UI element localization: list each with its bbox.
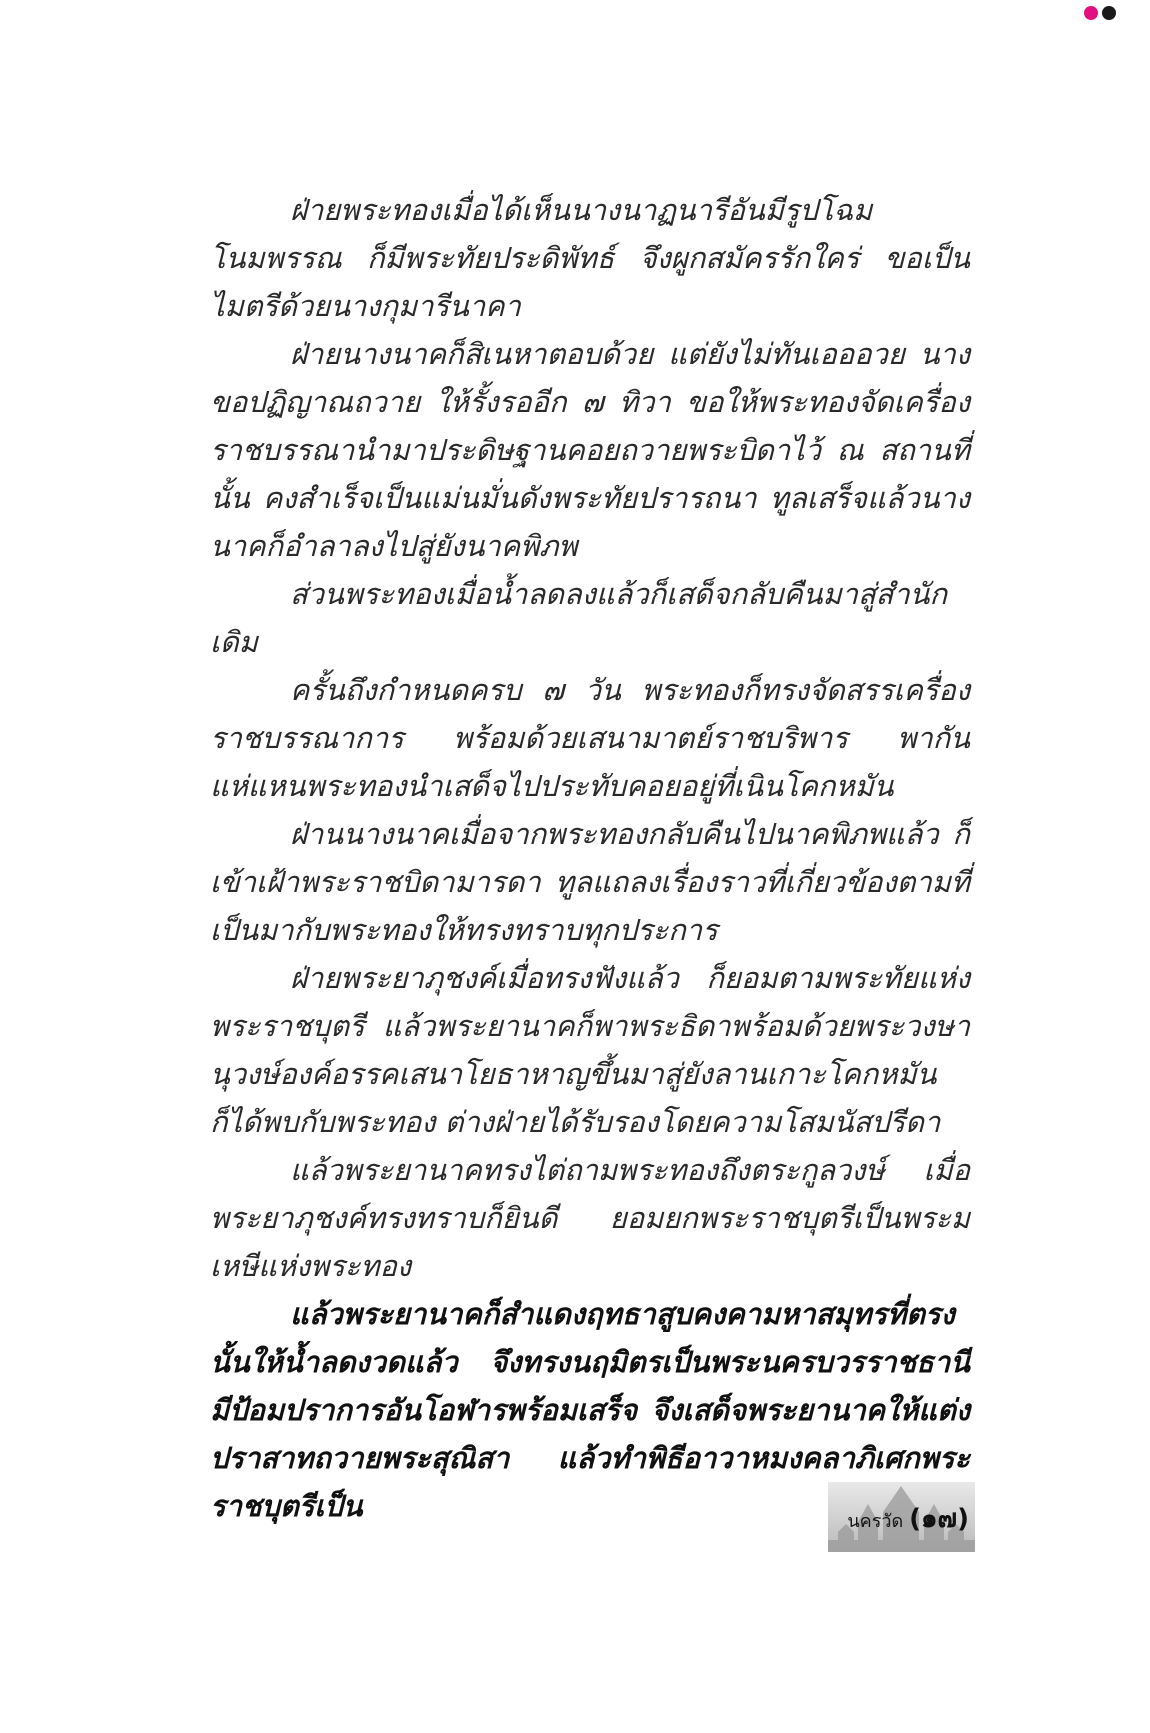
paragraph: ฝ่ายพระทองเมื่อได้เห็นนางนาฏนารีอันมีรูปโฉมโนมพรรณ ก็มีพระทัยประดิพัทธ์ จึงผูกสมัครรักใคร่ ขอเป็นไมตรีด้วยนางกุมารีนาคา (210, 193, 970, 323)
paragraph: ฝ่านนางนาคเมื่อจากพระทองกลับคืนไปนาคพิภพแล้ว ก็เข้าเฝ้าพระราชบิดามารดา ทูลแถลงเรื่องราวที่เกี่ยวข้องตามที่เป็นมากับพระทองให้ทรงทราบทุกประการ (210, 817, 970, 947)
paragraph: ส่วนพระทองเมื่อน้ำลดลงแล้วก็เสด็จกลับคืนมาสู่สำนักเดิม (210, 577, 948, 659)
body-text (210, 186, 970, 1530)
page-number-label (847, 1498, 969, 1539)
paragraph: แล้วพระยานาคทรงไต่ถามพระทองถึงตระกูลวงษ์ เมื่อพระยาภุชงค์ทรงทราบก็ยินดี ยอมยกพระราชบุตรีเป็นพระมเหษีแห่งพระทอง (210, 1153, 970, 1283)
black-dot (1102, 6, 1116, 20)
pink-dot (1084, 6, 1098, 20)
footer-label: นครวัด (847, 1511, 904, 1532)
page-footer-badge (828, 1482, 975, 1552)
paragraph-bold: แล้วพระยานาคก็สำแดงฤทธาสูบคงคามหาสมุทรที่ตรงนั้นให้น้ำลดงวดแล้ว จึงทรงนฤมิตรเป็นพระนครบวรราชธานี มีป้อมปราการอันโอฬารพร้อมเสร็จ จึงเสด็จพระยานาคให้แต่งปราสาทถวายพระสุณิสา แล้วทำพิธีอาวาหมงคลาภิเศกพระราชบุตรีเป็น (210, 1297, 970, 1523)
corner-dots (1084, 6, 1116, 20)
paragraph: ครั้นถึงกำหนดครบ ๗ วัน พระทองก็ทรงจัดสรรเครื่องราชบรรณาการ พร้อมด้วยเสนามาตย์ราชบริพาร พากันแห่แหนพระทองนำเสด็จไปประทับคอยอยู่ที่เนินโคกหมัน (210, 673, 970, 803)
paragraph: ฝ่ายนางนาคก็สิเนหาตอบด้วย แต่ยังไม่ทันเอออวย นางขอปฏิญาณถวาย ให้รั้งรออีก ๗ ทิวา ขอให้พระทองจัดเครื่องราชบรรณานำมาประดิษฐานคอยถวายพระบิดาไว้ ณ สถานที่นั้น คงสำเร็จเป็นแม่นมั่นดังพระทัยปรารถนา ทูลเสร็จแล้วนางนาคก็อำลาลงไปสู่ยังนาคพิภพ (210, 337, 970, 563)
page-number: (๑๗) (909, 1504, 969, 1534)
paragraph: ฝ่ายพระยาภุชงค์เมื่อทรงฟังแล้ว ก็ยอมตามพระทัยแห่งพระราชบุตรี แล้วพระยานาคก็พาพระธิดาพร้อมด้วยพระวงษานุวงษ์องค์อรรคเสนาโยธาหาญขึ้นมาสู่ยังลานเกาะโคกหมัน ก็ได้พบกับพระทอง ต่างฝ่ายได้รับรองโดยความโสมนัสปรีดา (210, 961, 970, 1139)
